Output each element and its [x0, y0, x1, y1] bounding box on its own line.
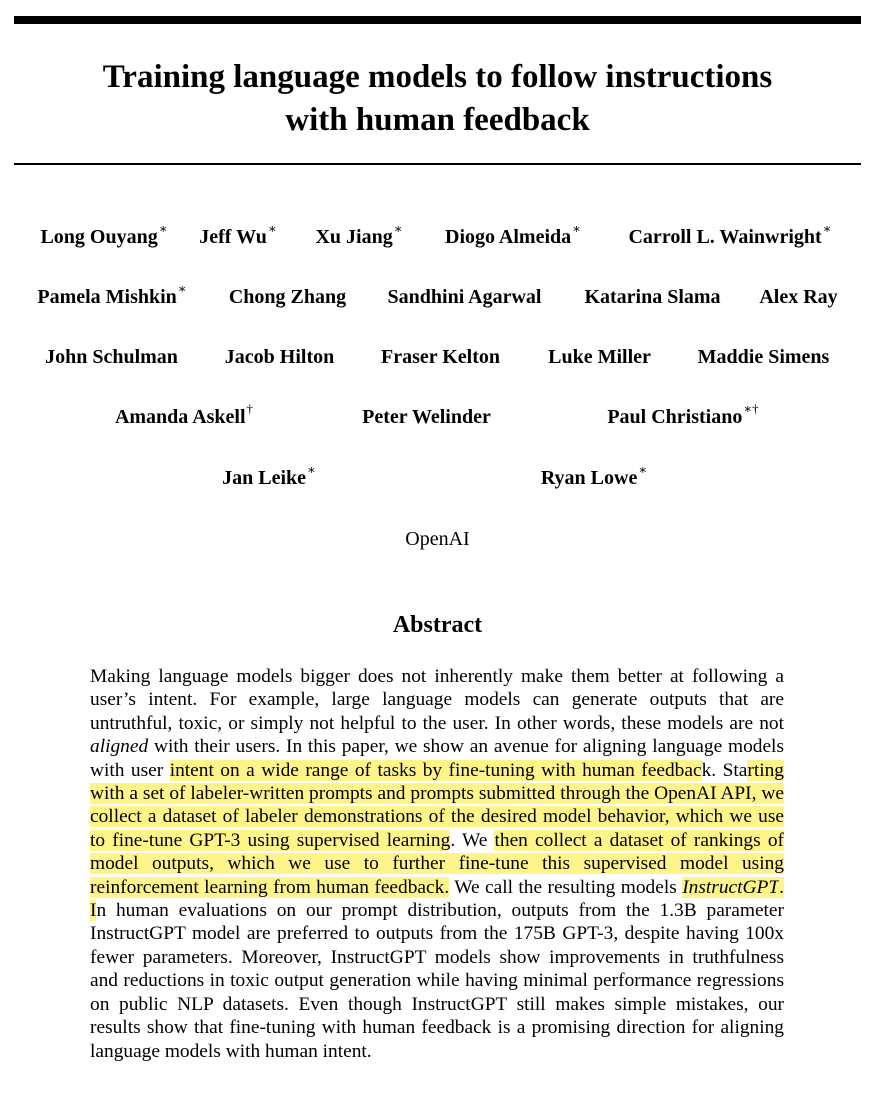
- abstract-text: Making language models bigger does not inherently make them better at following a user’s intent. For example, large language models can generate outputs that are untruthful, toxic, or simply not helpful to the user. In other words, these models are not: [90, 666, 784, 734]
- author-row-4: [0, 402, 875, 432]
- author: Fraser Kelton: [380, 346, 501, 368]
- paper-title: [14, 56, 861, 142]
- abstract-text: . We: [450, 829, 495, 851]
- abstract-highlight: rting with a set of labeler-written prompts and prompts submitted through the OpenAI API, we collect a dataset of labeler demonstrations of the desired model behavior, which we use to fine-tune GPT-3 using supervised learning: [90, 759, 784, 851]
- title-line-2: with human feedback: [285, 102, 590, 138]
- author-row-1: [0, 222, 875, 252]
- abstract-text: with their users. In this paper, we show an avenue for aligning language models with user: [90, 736, 784, 781]
- author-row-5: [0, 463, 875, 493]
- author: Luke Miller: [548, 346, 651, 368]
- abstract-heading: Abstract: [392, 612, 483, 638]
- abstract-text: k. Sta: [701, 759, 748, 781]
- author: Peter Welinder: [362, 406, 491, 428]
- author-row-3: [0, 342, 875, 372]
- author: Chong Zhang: [228, 286, 347, 308]
- author: Jeff Wu∗: [199, 221, 277, 248]
- author: Jacob Hilton: [224, 346, 335, 368]
- author: Sandhini Agarwal: [387, 286, 542, 308]
- author: John Schulman: [45, 346, 178, 368]
- author: Amanda Askell†: [114, 401, 254, 428]
- author: Paul Christiano∗†: [607, 401, 759, 428]
- author: Katarina Slama: [584, 286, 721, 308]
- abstract-emphasis: aligned: [90, 736, 149, 758]
- abstract-body: [90, 665, 784, 1063]
- abstract-emphasis-highlight: InstructGPT: [682, 876, 780, 898]
- author: Maddie Simens: [697, 346, 830, 368]
- author: Alex Ray: [759, 286, 838, 308]
- author: Ryan Lowe∗: [540, 462, 648, 489]
- author: Diogo Almeida∗: [445, 221, 581, 248]
- abstract-highlight: intent on a wide range of tasks by fine-tuning with human feedbac: [169, 759, 702, 781]
- author: Long Ouyang∗: [40, 221, 168, 248]
- abstract-text: n human evaluations on our prompt distribution, outputs from the 1.3B parameter InstructGPT model are preferred to outputs from the 175B GPT-3, despite having 100x fewer parameters. Moreover, InstructGPT models show improvements in truthfulness and reductions in toxic output generation while having minimal performance regressions on public NLP datasets. Even though InstructGPT still makes simple mistakes, our results show that fine-tuning with human feedback is a promising direction for aligning language models with human intent.: [90, 900, 784, 1062]
- abstract-highlight: . I: [90, 876, 785, 922]
- author: Jan Leike∗: [222, 462, 316, 489]
- author: Xu Jiang∗: [315, 221, 403, 248]
- bottom-rule: [14, 163, 861, 165]
- abstract-text: We call the resulting models: [449, 876, 683, 898]
- author: Pamela Mishkin∗: [37, 281, 187, 308]
- author: Carroll L. Wainwright∗: [628, 221, 832, 248]
- author-row-2: [0, 282, 875, 312]
- abstract-highlight: then collect a dataset of rankings of model outputs, which we use to further fine-tune this supervised model using reinforcement learning from human feedback.: [90, 829, 784, 898]
- top-rule: [14, 16, 861, 24]
- affiliation: OpenAI: [405, 528, 470, 550]
- title-line-1: Training language models to follow instructions: [102, 59, 773, 95]
